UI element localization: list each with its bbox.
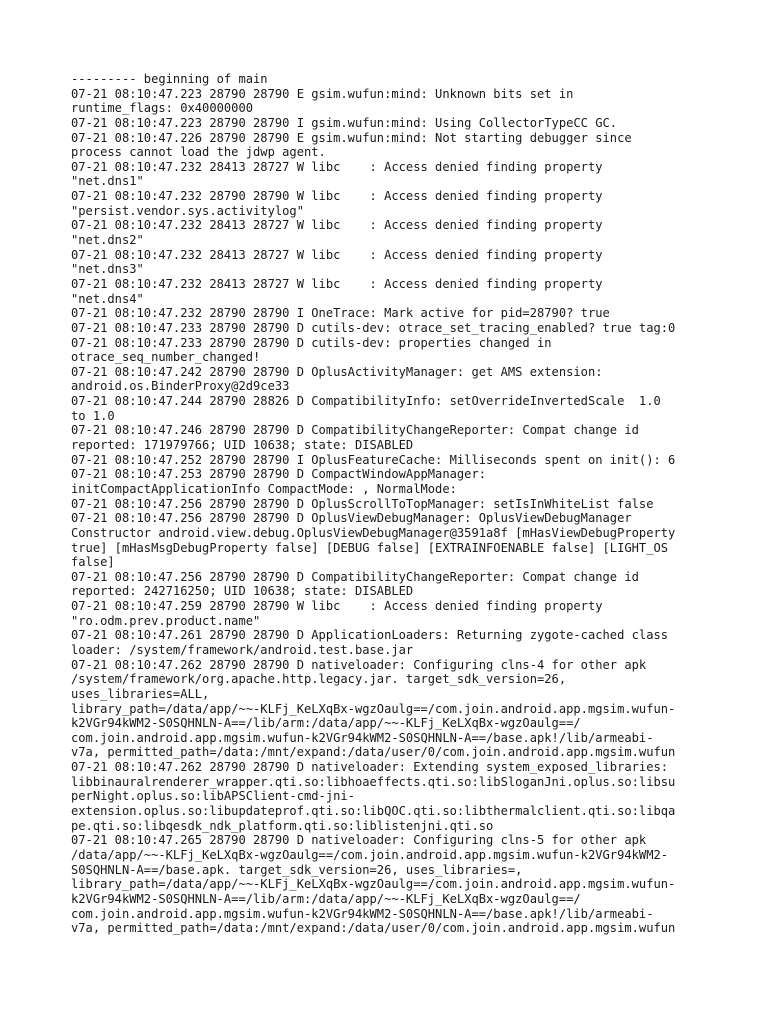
- log-line: 07-21 08:10:47.233 28790 28790 D cutils-dev: properties changed in: [71, 335, 552, 350]
- log-line: "net.dns4": [71, 291, 144, 306]
- log-line: 07-21 08:10:47.233 28790 28790 D cutils-dev: otrace_set_tracing_enabled? true tag:0: [71, 320, 676, 335]
- log-line: uses_libraries=ALL,: [71, 686, 210, 701]
- log-line: libbinauralrenderer_wrapper.qti.so:libhoaeffects.qti.so:libSloganJni.oplus.so:libsu: [71, 774, 676, 789]
- log-line: 07-21 08:10:47.226 28790 28790 E gsim.wufun:mind: Not starting debugger since: [71, 130, 632, 145]
- log-line: runtime_flags: 0x40000000: [71, 101, 254, 116]
- log-line: pe.qti.so:libqesdk_ndk_platform.qti.so:liblistenjni.qti.so: [71, 818, 494, 833]
- log-line: 07-21 08:10:47.232 28790 28790 I OneTrace: Mark active for pid=28790? true: [71, 306, 610, 321]
- log-line: 07-21 08:10:47.246 28790 28790 D CompatibilityChangeReporter: Compat change id: [71, 423, 639, 438]
- log-line: "net.dns2": [71, 233, 144, 248]
- log-line: initCompactApplicationInfo CompactMode: , NormalMode:: [71, 481, 457, 496]
- log-line: Constructor android.view.debug.OplusViewDebugManager@3591a8f [mHasViewDebugProperty: [71, 525, 676, 540]
- log-line: 07-21 08:10:47.232 28413 28727 W libc : Access denied finding property: [71, 247, 603, 262]
- log-line: 07-21 08:10:47.242 28790 28790 D OplusActivityManager: get AMS extension:: [71, 364, 603, 379]
- log-line: extension.oplus.so:libupdateprof.qti.so:libQOC.qti.so:libthermalclient.qti.so:libqa: [71, 804, 676, 819]
- log-line: v7a, permitted_path=/data:/mnt/expand:/data/user/0/com.join.android.app.mgsim.wufun: [71, 921, 676, 936]
- log-line: com.join.android.app.mgsim.wufun-k2VGr94kWM2-S0SQHNLN-A==/base.apk!/lib/armeabi-: [71, 906, 654, 921]
- log-line: 07-21 08:10:47.244 28790 28826 D CompatibilityInfo: setOverrideInvertedScale 1.0: [71, 394, 661, 409]
- log-line: 07-21 08:10:47.256 28790 28790 D OplusScrollToTopManager: setIsInWhiteList false: [71, 496, 654, 511]
- log-line: 07-21 08:10:47.232 28790 28790 W libc : Access denied finding property: [71, 189, 603, 204]
- log-line: "ro.odm.prev.product.name": [71, 613, 261, 628]
- log-line: "net.dns1": [71, 174, 144, 189]
- log-line: 07-21 08:10:47.232 28413 28727 W libc : Access denied finding property: [71, 218, 603, 233]
- log-line: true] [mHasMsgDebugProperty false] [DEBUG false] [EXTRAINFOENABLE false] [LIGHT_OS: [71, 540, 669, 555]
- log-line: 07-21 08:10:47.252 28790 28790 I OplusFeatureCache: Milliseconds spent on init(): 6: [71, 452, 676, 467]
- log-line: k2VGr94kWM2-S0SQHNLN-A==/lib/arm:/data/app/~~-KLFj_KeLXqBx-wgzOaulg==/: [71, 716, 581, 731]
- log-line: 07-21 08:10:47.232 28413 28727 W libc : Access denied finding property: [71, 276, 603, 291]
- log-line: 07-21 08:10:47.223 28790 28790 E gsim.wufun:mind: Unknown bits set in: [71, 86, 574, 101]
- log-line: --------- beginning of main: [71, 72, 268, 86]
- log-line: perNight.oplus.so:libAPSClient-cmd-jni-: [71, 789, 355, 804]
- log-line: 07-21 08:10:47.262 28790 28790 D nativeloader: Extending system_exposed_libraries:: [71, 760, 669, 775]
- log-line: 07-21 08:10:47.253 28790 28790 D CompactWindowAppManager:: [71, 467, 487, 482]
- log-line: /data/app/~~-KLFj_KeLXqBx-wgzOaulg==/com.join.android.app.mgsim.wufun-k2VGr94kWM2-: [71, 847, 669, 862]
- log-line: otrace_seq_number_changed!: [71, 350, 261, 365]
- log-line: android.os.BinderProxy@2d9ce33: [71, 379, 290, 394]
- log-line: false]: [71, 555, 115, 570]
- log-line: reported: 171979766; UID 10638; state: DISABLED: [71, 438, 414, 453]
- log-line: library_path=/data/app/~~-KLFj_KeLXqBx-wgzOaulg==/com.join.android.app.mgsim.wufun-: [71, 877, 676, 892]
- log-line: 07-21 08:10:47.261 28790 28790 D ApplicationLoaders: Returning zygote-cached class: [71, 628, 669, 643]
- log-page: [71, 72, 701, 936]
- log-line: k2VGr94kWM2-S0SQHNLN-A==/lib/arm:/data/app/~~-KLFj_KeLXqBx-wgzOaulg==/: [71, 891, 581, 906]
- log-line: 07-21 08:10:47.256 28790 28790 D OplusViewDebugManager: OplusViewDebugManager: [71, 511, 632, 526]
- log-line: library_path=/data/app/~~-KLFj_KeLXqBx-wgzOaulg==/com.join.android.app.mgsim.wufun-: [71, 701, 676, 716]
- log-line: v7a, permitted_path=/data:/mnt/expand:/data/user/0/com.join.android.app.mgsim.wufun: [71, 745, 676, 760]
- log-line: "net.dns3": [71, 262, 144, 277]
- log-line: reported: 242716250; UID 10638; state: DISABLED: [71, 584, 414, 599]
- log-line: "persist.vendor.sys.activitylog": [71, 203, 304, 218]
- log-line: 07-21 08:10:47.232 28413 28727 W libc : Access denied finding property: [71, 159, 603, 174]
- log-line: 07-21 08:10:47.265 28790 28790 D nativeloader: Configuring clns-5 for other apk: [71, 833, 647, 848]
- log-line: 07-21 08:10:47.223 28790 28790 I gsim.wufun:mind: Using CollectorTypeCC GC.: [71, 115, 618, 130]
- log-line: 07-21 08:10:47.256 28790 28790 D CompatibilityChangeReporter: Compat change id: [71, 569, 639, 584]
- log-line: S0SQHNLN-A==/base.apk. target_sdk_version=26, uses_libraries=,: [71, 862, 523, 877]
- log-line: process cannot load the jdwp agent.: [71, 145, 326, 160]
- log-line: loader: /system/framework/android.test.base.jar: [71, 642, 414, 657]
- log-line: to 1.0: [71, 408, 115, 423]
- log-line: 07-21 08:10:47.259 28790 28790 W libc : Access denied finding property: [71, 599, 603, 614]
- log-line: /system/framework/org.apache.http.legacy.jar. target_sdk_version=26,: [71, 672, 567, 687]
- log-line: 07-21 08:10:47.262 28790 28790 D nativeloader: Configuring clns-4 for other apk: [71, 657, 647, 672]
- log-line: com.join.android.app.mgsim.wufun-k2VGr94kWM2-S0SQHNLN-A==/base.apk!/lib/armeabi-: [71, 730, 654, 745]
